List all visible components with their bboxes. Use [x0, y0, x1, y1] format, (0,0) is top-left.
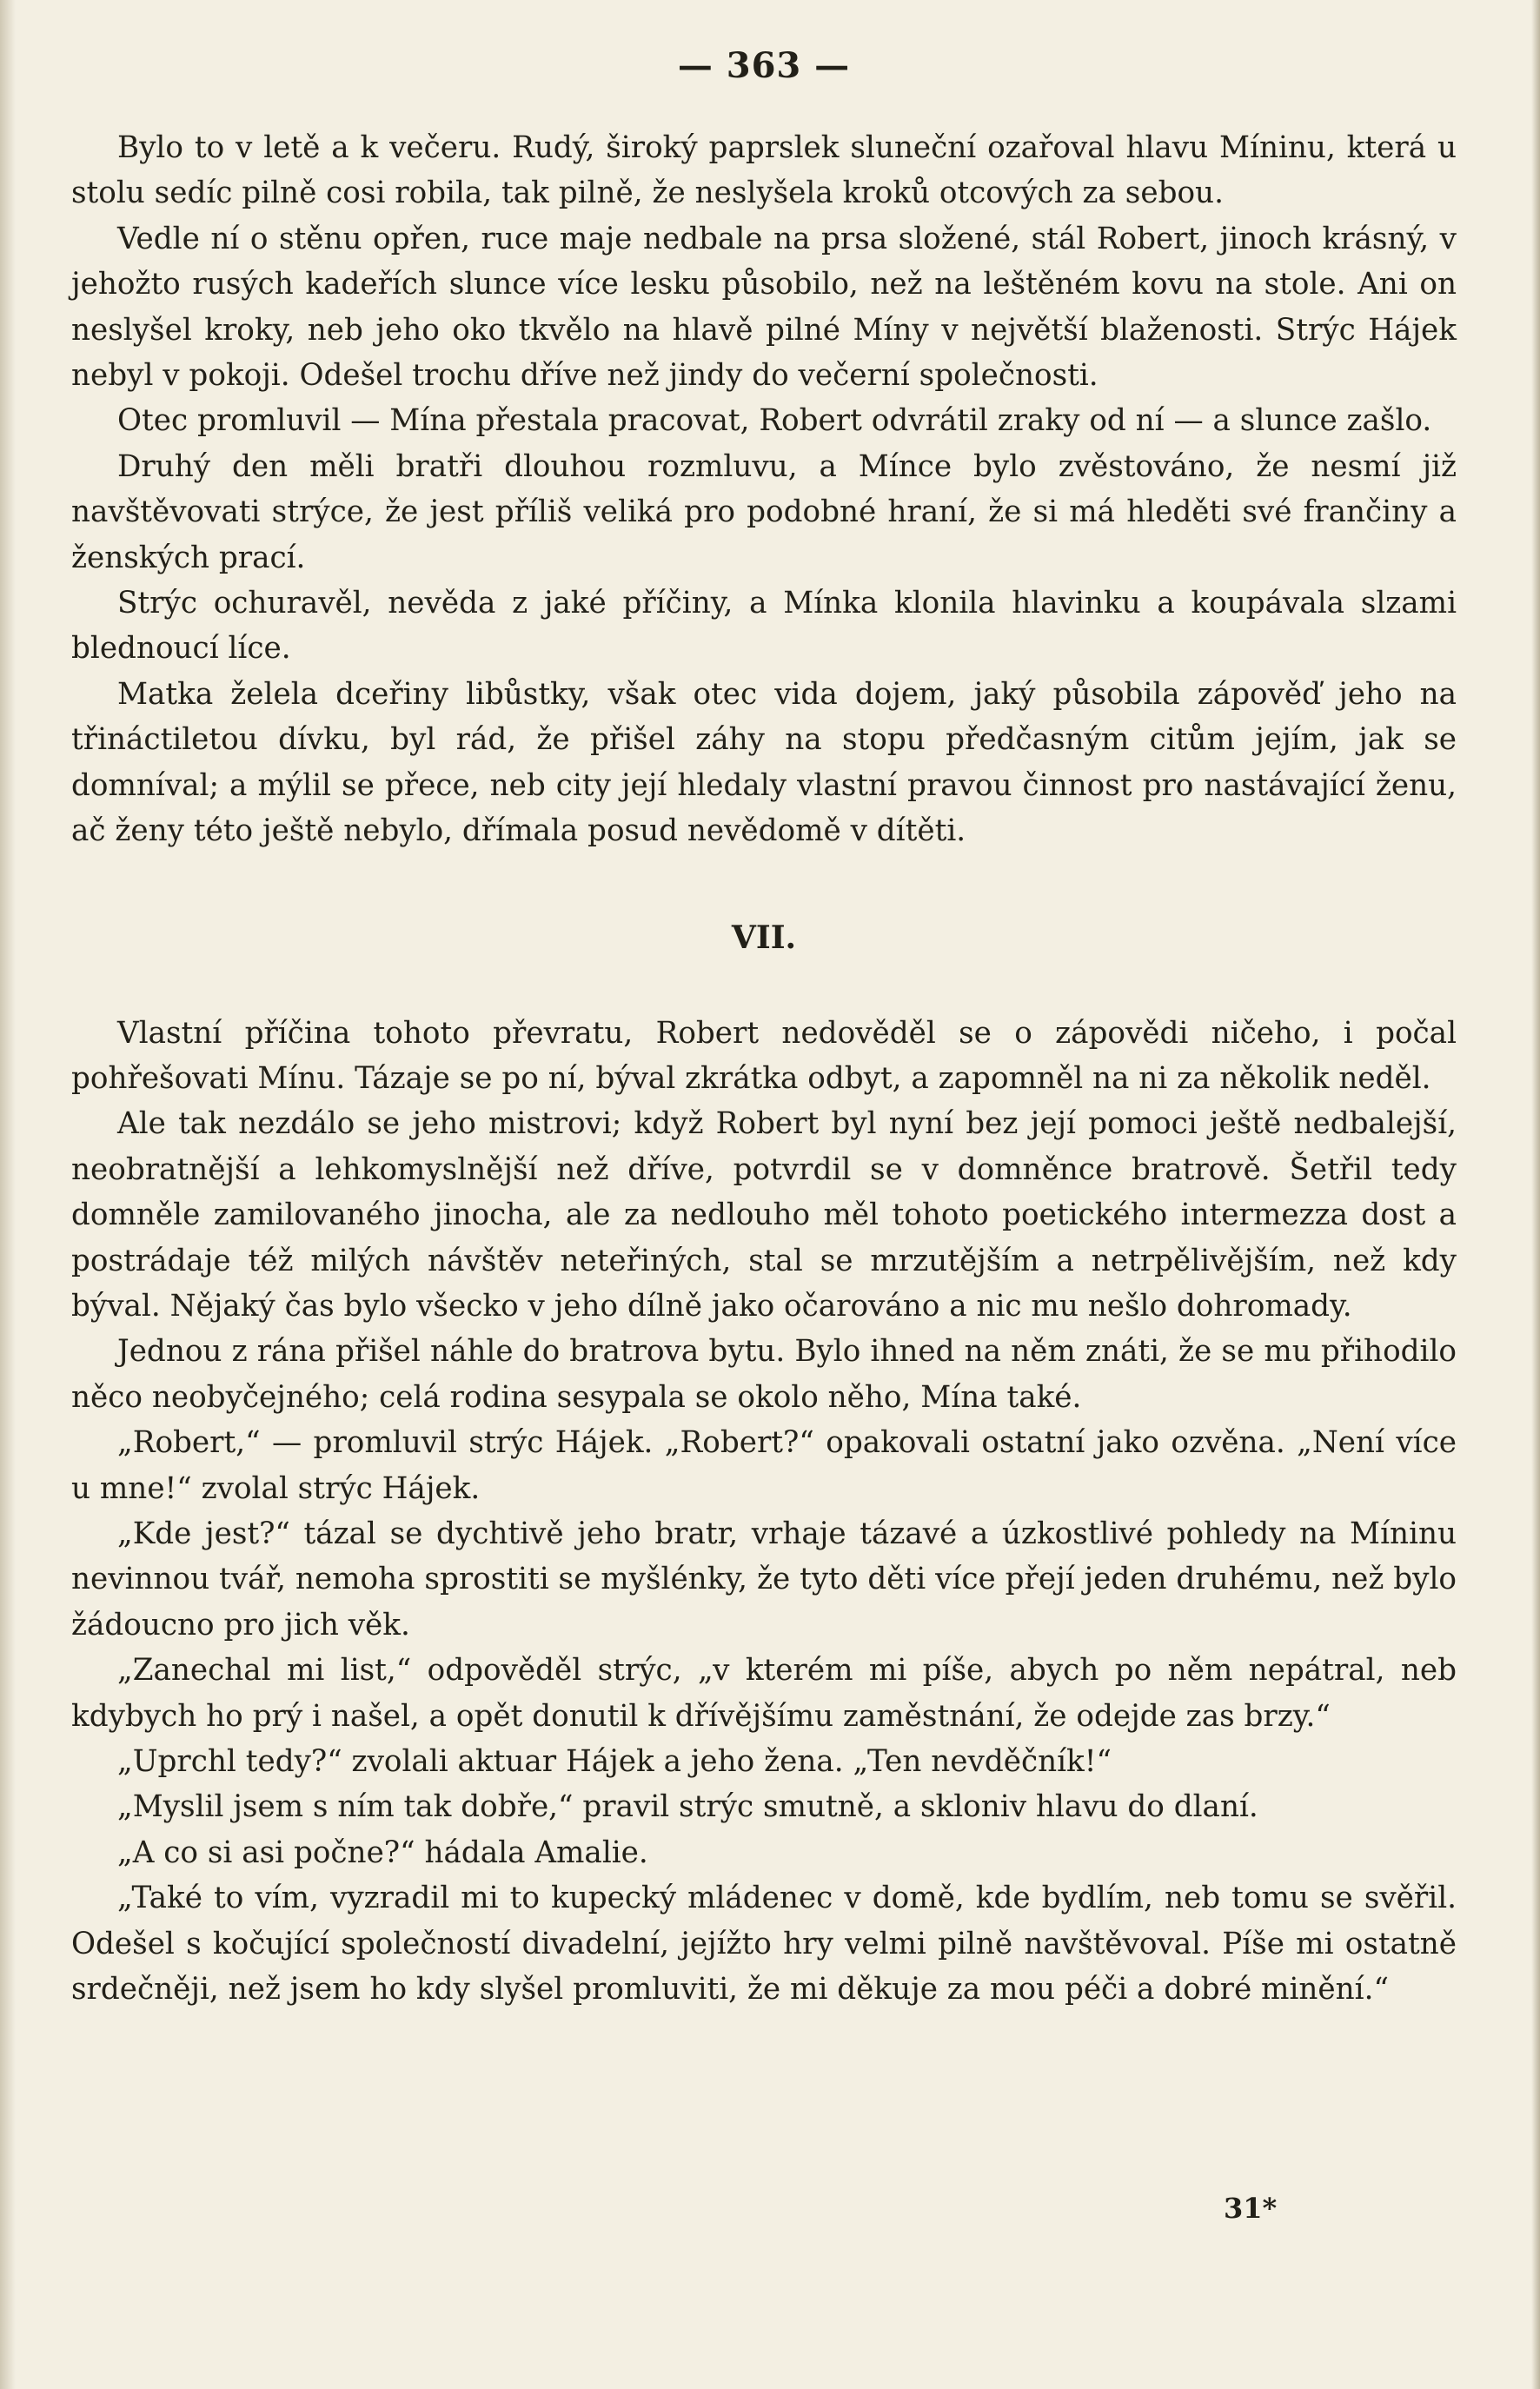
page-gutter-shadow	[0, 0, 16, 2389]
paragraph: „A co si asi počne?“ hádala Amalie.	[117, 1835, 648, 1870]
paragraph: Bylo to v letě a k večeru. Rudý, široký paprslek sluneční ozařoval hlavu Míninu, která u stolu sedíc pilně cosi robila, tak pilně, že neslyšela kroků otcových za sebou.	[71, 130, 1457, 211]
paragraph: „Robert,“ — promluvil strýc Hájek. „Robert?“ opakovali ostatní jako ozvěna. „Není více u mne!“ zvolal strýc Hájek.	[71, 1425, 1457, 1506]
paragraph: Vedle ní o stěnu opřen, ruce maje nedbale na prsa složené, stál Robert, jinoch krásný, v jehožto rusých kadeřích slunce více lesku působilo, než na leštěném kovu na stole. Ani on neslyšel kroky, neb jeho oko tkvělo na hlavě pilné Míny v největší blaženosti. Strýc Hájek nebyl v pokoji. Odešel trochu dříve než jindy do večerní společnosti.	[71, 221, 1457, 394]
signature-mark: 31*	[1224, 2192, 1278, 2225]
page-number: — 363 —	[677, 45, 851, 86]
paragraph: Vlastní příčina tohoto převratu, Robert nedověděl se o zápovědi ničeho, i počal pohřešovati Mínu. Tázaje se po ní, býval zkrátka odbyt, a zapomněl na ni za několik neděl.	[71, 1015, 1457, 1096]
paragraph: Druhý den měli bratři dlouhou rozmluvu, a Mínce bylo zvěstováno, že nesmí již navštěvovati strýce, že jest příliš veliká pro podobné hraní, že si má hleděti své frančiny a ženských prací.	[71, 448, 1457, 575]
paragraph: „Myslil jsem s ním tak dobře,“ pravil strýc smutně, a skloniv hlavu do dlaní.	[117, 1789, 1258, 1825]
page-text	[71, 43, 1457, 2012]
paragraph: „Zanechal mi list,“ odpověděl strýc, „v kterém mi píše, abych po něm nepátral, neb kdybych ho prý i našel, a opět donutil k dřívějšímu zaměstnání, že odejde zas brzy.“	[71, 1653, 1457, 1734]
paragraph: „Také to vím, vyzradil mi to kupecký mládenec v domě, kde bydlím, neb tomu se svěřil. Odešel s kočující společností divadelní, jejížto hry velmi pilně navštěvoval. Píše mi ostatně srdečněji, než jsem ho kdy slyšel promluviti, že mi děkuje za mou péči a dobré minění.“	[71, 1881, 1457, 2007]
paragraph: „Uprchl tedy?“ zvolali aktuar Hájek a jeho žena. „Ten nevděčník!“	[117, 1744, 1112, 1779]
paragraph: Strýc ochuravěl, nevěda z jaké příčiny, a Mínka klonila hlavinku a koupávala slzami blednoucí líce.	[71, 586, 1457, 667]
page-edge	[1531, 0, 1540, 2389]
paragraph: Otec promluvil — Mína přestala pracovat, Robert odvrátil zraky od ní — a slunce zašlo.	[117, 403, 1432, 439]
paragraph: „Kde jest?“ tázal se dychtivě jeho bratr, vrhaje tázavé a úzkostlivé pohledy na Míninu nevinnou tvář, nemoha sprostiti se myšlénky, že tyto děti více přejí jeden druhému, než bylo žádoucno pro jich věk.	[71, 1516, 1457, 1642]
paragraph: Matka želela dceřiny libůstky, však otec vida dojem, jaký působila zápověď jeho na třináctiletou dívku, byl rád, že přišel záhy na stopu předčasným citům jejím, jak se domníval; a mýlil se přece, neb city její hledaly vlastní pravou činnost pro nastávající ženu, ač ženy této ještě nebylo, dřímala posud nevědomě v dítěti.	[71, 676, 1457, 849]
paragraph: Jednou z rána přišel náhle do bratrova bytu. Bylo ihned na něm znáti, že se mu přihodilo něco neobyčejného; celá rodina sesypala se okolo něho, Mína také.	[71, 1334, 1457, 1415]
chapter-heading: VII.	[731, 919, 797, 956]
paragraph: Ale tak nezdálo se jeho mistrovi; když Robert byl nyní bez její pomoci ještě nedbalejší, neobratnější a lehkomyslnější než dříve, potvrdil se v domněnce bratrově. Šetřil tedy domněle zamilovaného jinocha, ale za nedlouho měl tohoto poetického intermezza dost a postrádaje též milých návštěv neteřiných, stal se mrzutějším a netrpělivějším, než kdy býval. Nějaký čas bylo všecko v jeho dílně jako očarováno a nic mu nešlo dohromady.	[71, 1106, 1457, 1324]
